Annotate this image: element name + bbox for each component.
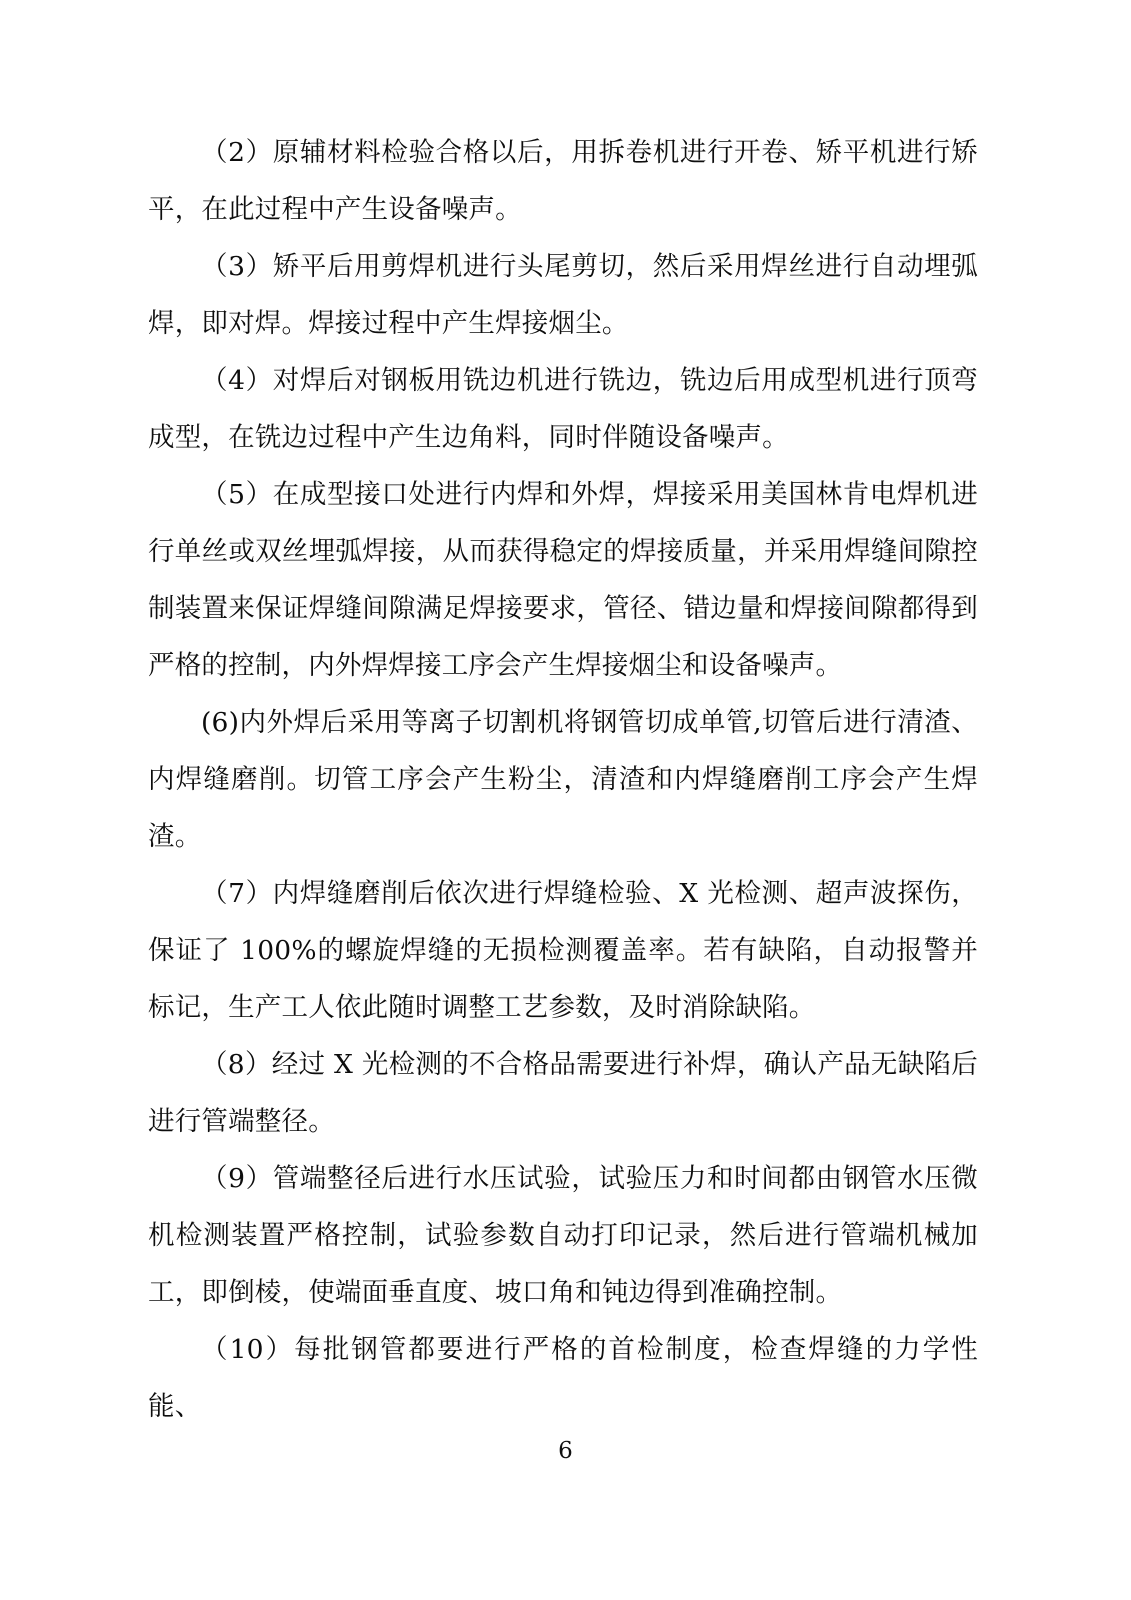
paragraph: （10）每批钢管都要进行严格的首检制度，检查焊缝的力学性能、 (148, 1334, 978, 1422)
paragraph: （7）内焊缝磨削后依次进行焊缝检验、X 光检测、超声波探伤，保证了 100%的螺旋焊缝的无损检测覆盖率。若有缺陷，自动报警并标记，生产工人依此随时调整工艺参数，及时消除缺陷。 (148, 878, 978, 1023)
page-body (148, 124, 978, 1435)
paragraph: （8）经过 X 光检测的不合格品需要进行补焊，确认产品无缺陷后进行管端整径。 (148, 1049, 978, 1137)
paragraph: (6)内外焊后采用等离子切割机将钢管切成单管,切管后进行清渣、内焊缝磨削。切管工序会产生粉尘，清渣和内焊缝磨削工序会产生焊渣。 (148, 707, 978, 852)
paragraph: （4）对焊后对钢板用铣边机进行铣边，铣边后用成型机进行顶弯成型，在铣边过程中产生边角料，同时伴随设备噪声。 (148, 365, 978, 453)
paragraph: （2）原辅材料检验合格以后，用拆卷机进行开卷、矫平机进行矫平，在此过程中产生设备噪声。 (148, 137, 978, 225)
page-number: 6 (558, 1438, 573, 1464)
paragraph: （9）管端整径后进行水压试验，试验压力和时间都由钢管水压微机检测装置严格控制，试验参数自动打印记录，然后进行管端机械加工，即倒棱，使端面垂直度、坡口角和钝边得到准确控制。 (148, 1163, 978, 1308)
paragraph: （3）矫平后用剪焊机进行头尾剪切，然后采用焊丝进行自动埋弧焊，即对焊。焊接过程中产生焊接烟尘。 (148, 251, 978, 339)
paragraph: （5）在成型接口处进行内焊和外焊，焊接采用美国林肯电焊机进行单丝或双丝埋弧焊接，从而获得稳定的焊接质量，并采用焊缝间隙控制装置来保证焊缝间隙满足焊接要求，管径、错边量和焊接间隙都得到严格的控制，内外焊焊接工序会产生焊接烟尘和设备噪声。 (148, 479, 978, 681)
